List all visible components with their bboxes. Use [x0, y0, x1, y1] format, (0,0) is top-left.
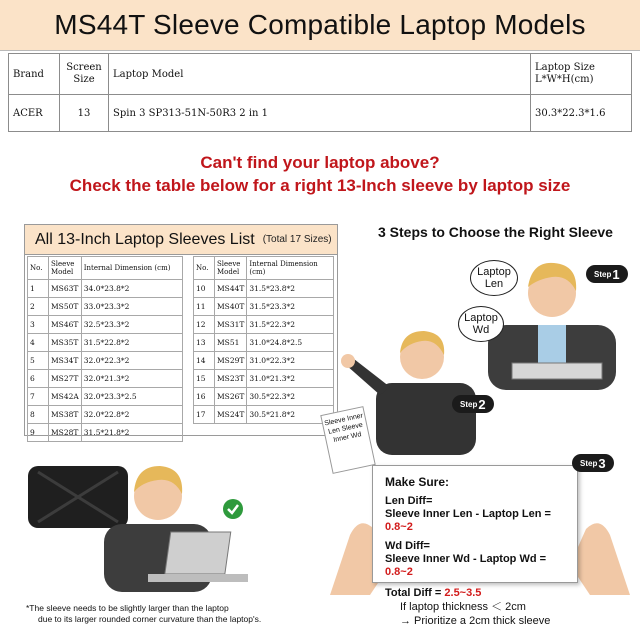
sleeve-cell-model: MS46T — [49, 316, 82, 334]
sleeve-cell-model: MS23T — [215, 370, 247, 388]
sleeve-list-header — [25, 225, 337, 255]
total-diff-formula — [385, 587, 565, 600]
total-diff-range: 2.5~3.5 — [444, 587, 482, 599]
col-model: Sleeve Model — [215, 257, 247, 280]
len-diff-text: Sleeve Inner Len - Laptop Len = — [385, 508, 551, 520]
step1-number: 1 — [612, 266, 620, 282]
step3-label: Step — [580, 458, 598, 468]
col-model: Sleeve Model — [49, 257, 82, 280]
sleeve-row — [28, 388, 183, 406]
sleeve-cell-no: 9 — [28, 424, 49, 442]
sleeve-list-title: All 13-Inch Laptop Sleeves List — [35, 230, 255, 248]
footnote-line2: due to its larger rounded corner curvature than the laptop's. — [38, 614, 262, 624]
sleeve-cell-model: MS34T — [49, 352, 82, 370]
sleeve-cell-dim: 34.0*23.8*2 — [81, 280, 182, 298]
sleeve-cell-no: 17 — [194, 406, 215, 424]
bubble-laptop-wd: Laptop Wd — [458, 306, 504, 342]
sleeve-cell-model: MS42A — [49, 388, 82, 406]
footnote — [26, 603, 261, 625]
header-laptop-size: Laptop Size L*W*H(cm) — [531, 54, 632, 95]
cell-laptop-size: 30.3*22.3*1.6 — [531, 95, 632, 132]
sleeve-cell-model: MS35T — [49, 334, 82, 352]
sleeve-cell-model: MS27T — [49, 370, 82, 388]
sleeve-table-left — [27, 256, 183, 442]
sleeve-cell-dim: 31.0*24.8*2.5 — [247, 334, 334, 352]
sleeve-table-right — [193, 256, 334, 424]
len-diff-label: Len Diff= — [385, 495, 433, 507]
sleeve-cell-model: MS28T — [49, 424, 82, 442]
sleeve-cell-model: MS44T — [215, 280, 247, 298]
wd-diff-label: Wd Diff= — [385, 540, 430, 552]
sleeve-row — [194, 406, 334, 424]
sleeve-row — [194, 388, 334, 406]
col-no: No. — [194, 257, 215, 280]
green-check-circle — [223, 499, 243, 519]
sleeve-cell-dim: 32.0*22.3*2 — [81, 352, 182, 370]
right-hand-shape — [570, 523, 630, 595]
sleeve-cell-dim: 30.5*21.8*2 — [247, 406, 334, 424]
sleeve-cell-model: MS63T — [49, 280, 82, 298]
sleeve-cell-dim: 31.0*21.3*2 — [247, 370, 334, 388]
sleeve-cell-model: MS31T — [215, 316, 247, 334]
footnote-line1: *The sleeve needs to be slightly larger than the laptop — [26, 603, 229, 613]
sleeve-cell-no: 15 — [194, 370, 215, 388]
sleeve-row — [194, 316, 334, 334]
sleeve-table-header — [28, 257, 183, 280]
sleeve-row — [194, 370, 334, 388]
laptop-shape — [165, 532, 231, 574]
sleeve-cell-no: 8 — [28, 406, 49, 424]
header-brand: Brand — [9, 54, 60, 95]
step2-label: Step — [460, 399, 478, 409]
sleeve-cell-model: MS38T — [49, 406, 82, 424]
sleeve-cell-no: 6 — [28, 370, 49, 388]
thickness-note — [400, 600, 550, 628]
thickness-line2: → Prioritize a 2cm thick sleeve — [400, 615, 551, 627]
hand-shape — [341, 354, 355, 368]
sleeve-cell-dim: 31.5*22.3*2 — [247, 316, 334, 334]
jacket-shape — [376, 383, 476, 455]
len-diff-formula — [385, 508, 565, 534]
sleeve-cell-no: 13 — [194, 334, 215, 352]
card-heading: Make Sure: — [385, 475, 450, 489]
wd-diff-text: Sleeve Inner Wd - Laptop Wd = — [385, 553, 547, 565]
cell-screen-size: 13 — [60, 95, 109, 132]
sleeve-cell-no: 7 — [28, 388, 49, 406]
sleeve-row — [28, 352, 183, 370]
sleeve-cell-no: 2 — [28, 298, 49, 316]
sleeve-cell-dim: 31.5*23.3*2 — [247, 298, 334, 316]
sleeve-cell-model: MS29T — [215, 352, 247, 370]
sleeve-cell-no: 12 — [194, 316, 215, 334]
step3-number: 3 — [598, 455, 606, 471]
sleeve-cell-model: MS40T — [215, 298, 247, 316]
sleeve-cell-model: MS24T — [215, 406, 247, 424]
page-title: MS44T Sleeve Compatible Laptop Models — [54, 9, 586, 40]
steps-title: 3 Steps to Choose the Right Sleeve — [378, 224, 613, 240]
sleeve-cell-dim: 32.5*23.3*2 — [81, 316, 182, 334]
sleeve-row — [28, 424, 183, 442]
sleeve-list-subtitle: (Total 17 Sizes) — [262, 234, 332, 245]
sleeve-row — [194, 352, 334, 370]
header-screen-size: Screen Size — [60, 54, 109, 95]
sleeve-cell-dim: 33.0*23.3*2 — [81, 298, 182, 316]
sleeve-cell-no: 10 — [194, 280, 215, 298]
col-dim: Internal Dimension (cm) — [247, 257, 334, 280]
cell-brand: ACER — [9, 95, 60, 132]
sleeve-cell-dim: 31.0*22.3*2 — [247, 352, 334, 370]
wd-diff-range: 0.8~2 — [385, 566, 413, 578]
sleeve-cell-dim: 30.5*22.3*2 — [247, 388, 334, 406]
col-no: No. — [28, 257, 49, 280]
sleeve-row — [28, 298, 183, 316]
sleeve-row — [28, 334, 183, 352]
laptop-shape — [512, 363, 602, 379]
sleeve-cell-no: 5 — [28, 352, 49, 370]
wd-diff-formula — [385, 553, 565, 579]
sleeve-cell-no: 4 — [28, 334, 49, 352]
step3-badge — [572, 454, 614, 472]
sleeve-cell-model: MS51 — [215, 334, 247, 352]
sleeve-cell-model: MS50T — [49, 298, 82, 316]
sleeve-cell-no: 16 — [194, 388, 215, 406]
total-diff-text: Total Diff = — [385, 587, 445, 599]
sleeve-cell-model: MS26T — [215, 388, 247, 406]
laptop-base-shape — [148, 574, 248, 582]
compatible-models-table — [8, 53, 632, 132]
header-laptop-model: Laptop Model — [109, 54, 531, 95]
sleeve-cell-no: 1 — [28, 280, 49, 298]
sleeve-cell-no: 3 — [28, 316, 49, 334]
man-with-sleeve-illustration — [28, 452, 256, 592]
sleeve-row — [28, 370, 183, 388]
green-check-icon — [222, 498, 244, 520]
sleeve-cell-dim: 32.0*23.3*2.5 — [81, 388, 182, 406]
step2-badge — [452, 395, 494, 413]
table-header-row — [9, 54, 632, 95]
headline-instruction: Check the table below for a right 13-Inch sleeve by laptop size — [69, 176, 571, 195]
shirt-shape — [538, 325, 566, 365]
sleeve-note-paper: Sleeve Inner Len Sleeve Inner Wd — [320, 406, 376, 474]
step1-label: Step — [594, 269, 612, 279]
sleeve-cell-dim: 31.5*22.8*2 — [81, 334, 182, 352]
sleeve-row — [194, 298, 334, 316]
sleeve-cell-dim: 31.5*23.8*2 — [247, 280, 334, 298]
sleeve-row — [28, 406, 183, 424]
sleeve-cell-dim: 32.0*22.8*2 — [81, 406, 182, 424]
sleeve-row — [194, 280, 334, 298]
cell-laptop-model: Spin 3 SP313-51N-50R3 2 in 1 — [109, 95, 531, 132]
sleeve-row — [28, 316, 183, 334]
sleeve-table-header — [194, 257, 334, 280]
col-dim: Internal Dimension (cm) — [81, 257, 182, 280]
sleeve-row — [28, 280, 183, 298]
sleeve-cell-dim: 31.5*21.8*2 — [81, 424, 182, 442]
make-sure-card — [372, 465, 578, 599]
sleeve-cell-dim: 32.0*21.3*2 — [81, 370, 182, 388]
sleeve-cell-no: 14 — [194, 352, 215, 370]
sleeve-list-panel — [24, 224, 338, 436]
sleeve-cell-no: 11 — [194, 298, 215, 316]
step2-number: 2 — [478, 396, 486, 412]
len-diff-range: 0.8~2 — [385, 521, 413, 533]
bubble-laptop-len: Laptop Len — [470, 260, 518, 296]
headline-question: Can't find your laptop above? — [200, 153, 440, 172]
sleeve-row — [194, 334, 334, 352]
step1-badge — [586, 265, 628, 283]
thickness-line1: If laptop thickness ＜ 2cm — [400, 601, 526, 613]
title-bar — [0, 0, 640, 51]
table-row — [9, 95, 632, 132]
